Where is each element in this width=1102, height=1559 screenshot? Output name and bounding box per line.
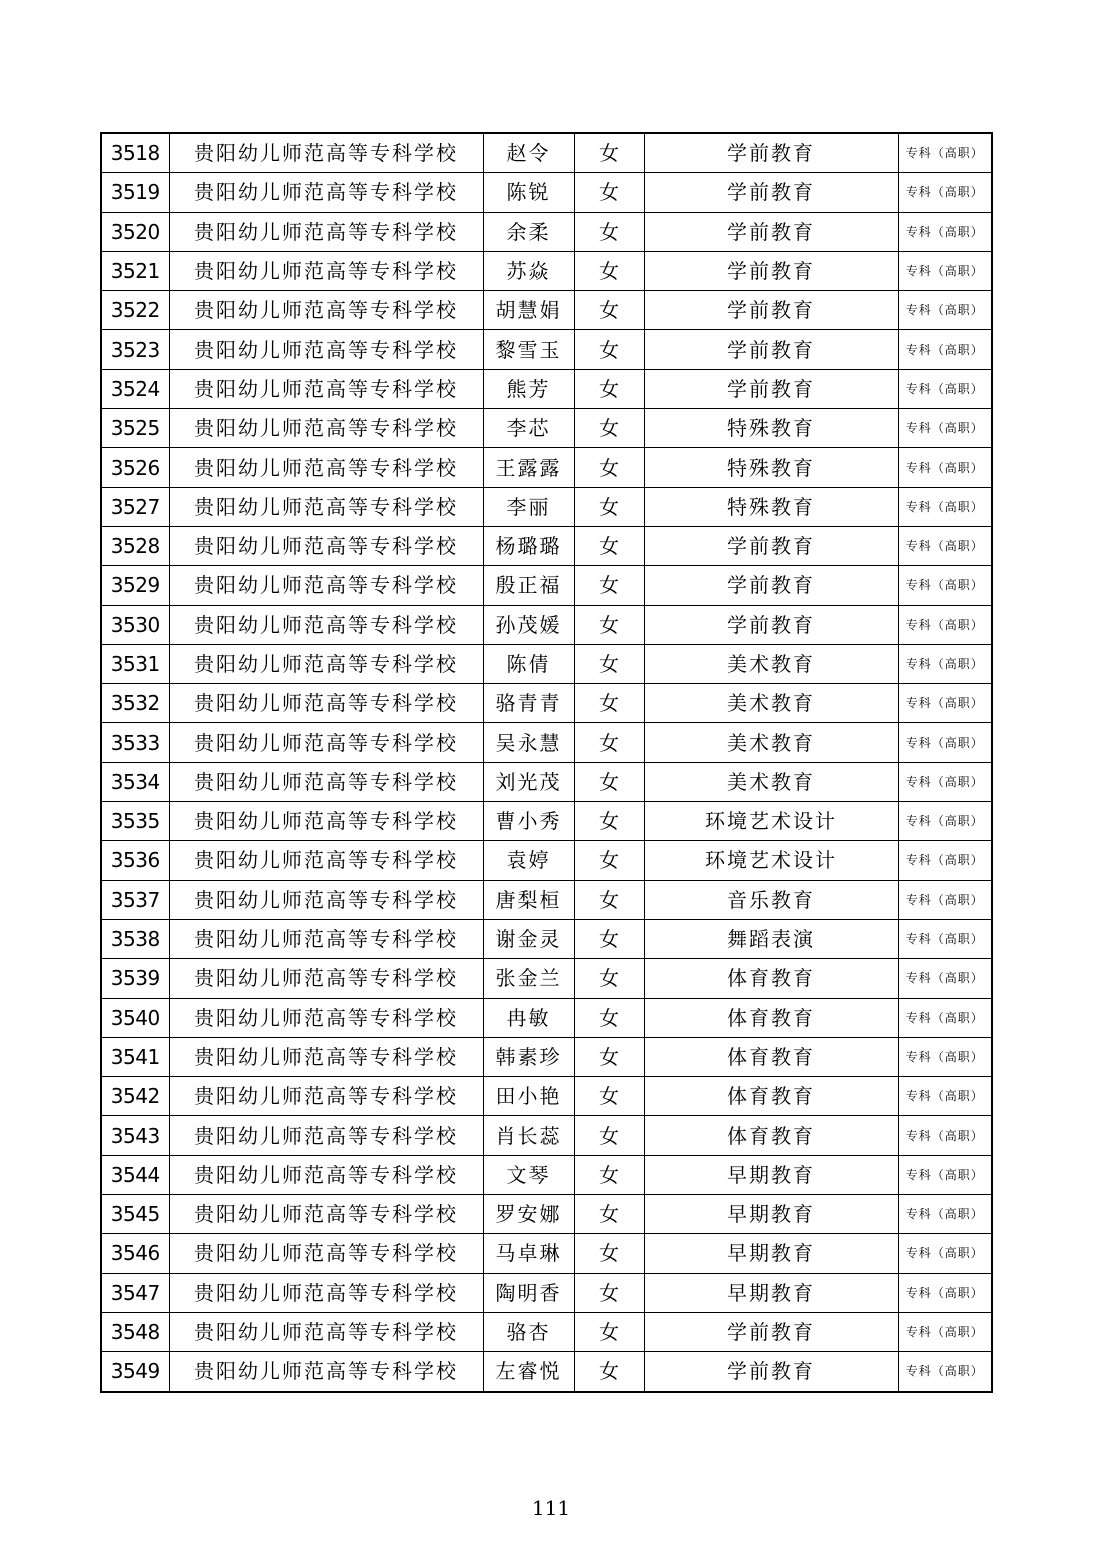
cell-number: 3534 [101, 762, 169, 801]
table-row [101, 684, 992, 723]
table-row [101, 133, 992, 173]
cell-major: 学前教育 [644, 369, 898, 408]
cell-school: 贵阳幼儿师范高等专科学校 [169, 1312, 483, 1351]
cell-name: 苏焱 [483, 251, 574, 290]
cell-name: 刘光茂 [483, 762, 574, 801]
cell-name: 王露露 [483, 448, 574, 487]
cell-school: 贵阳幼儿师范高等专科学校 [169, 1155, 483, 1194]
cell-name: 骆青青 [483, 684, 574, 723]
cell-gender: 女 [574, 762, 644, 801]
cell-name: 左睿悦 [483, 1352, 574, 1392]
cell-level: 专科（高职） [898, 880, 992, 919]
cell-major: 学前教育 [644, 1312, 898, 1351]
cell-gender: 女 [574, 409, 644, 448]
cell-name: 吴永慧 [483, 723, 574, 762]
cell-name: 马卓琳 [483, 1234, 574, 1273]
cell-name: 田小艳 [483, 1077, 574, 1116]
cell-major: 舞蹈表演 [644, 919, 898, 958]
cell-school: 贵阳幼儿师范高等专科学校 [169, 448, 483, 487]
cell-school: 贵阳幼儿师范高等专科学校 [169, 841, 483, 880]
table-row [101, 1273, 992, 1312]
table-row [101, 173, 992, 212]
cell-name: 袁婷 [483, 841, 574, 880]
cell-gender: 女 [574, 1352, 644, 1392]
cell-number: 3540 [101, 998, 169, 1037]
cell-school: 贵阳幼儿师范高等专科学校 [169, 802, 483, 841]
cell-gender: 女 [574, 1273, 644, 1312]
cell-school: 贵阳幼儿师范高等专科学校 [169, 1195, 483, 1234]
cell-school: 贵阳幼儿师范高等专科学校 [169, 1116, 483, 1155]
cell-gender: 女 [574, 487, 644, 526]
cell-gender: 女 [574, 644, 644, 683]
cell-school: 贵阳幼儿师范高等专科学校 [169, 251, 483, 290]
cell-number: 3539 [101, 959, 169, 998]
cell-major: 早期教育 [644, 1273, 898, 1312]
cell-major: 学前教育 [644, 526, 898, 565]
cell-level: 专科（高职） [898, 448, 992, 487]
cell-number: 3541 [101, 1037, 169, 1076]
cell-school: 贵阳幼儿师范高等专科学校 [169, 212, 483, 251]
table-row [101, 1234, 992, 1273]
table-row [101, 526, 992, 565]
cell-level: 专科（高职） [898, 291, 992, 330]
cell-number: 3528 [101, 526, 169, 565]
table-row [101, 1077, 992, 1116]
cell-gender: 女 [574, 998, 644, 1037]
cell-gender: 女 [574, 684, 644, 723]
cell-name: 胡慧娟 [483, 291, 574, 330]
cell-major: 特殊教育 [644, 448, 898, 487]
cell-gender: 女 [574, 133, 644, 173]
cell-major: 学前教育 [644, 133, 898, 173]
cell-major: 早期教育 [644, 1195, 898, 1234]
cell-gender: 女 [574, 173, 644, 212]
cell-number: 3525 [101, 409, 169, 448]
cell-school: 贵阳幼儿师范高等专科学校 [169, 723, 483, 762]
cell-number: 3545 [101, 1195, 169, 1234]
cell-number: 3538 [101, 919, 169, 958]
cell-name: 罗安娜 [483, 1195, 574, 1234]
cell-school: 贵阳幼儿师范高等专科学校 [169, 605, 483, 644]
cell-number: 3518 [101, 133, 169, 173]
cell-level: 专科（高职） [898, 330, 992, 369]
table-row [101, 212, 992, 251]
cell-school: 贵阳幼儿师范高等专科学校 [169, 644, 483, 683]
table-row [101, 330, 992, 369]
cell-school: 贵阳幼儿师范高等专科学校 [169, 1037, 483, 1076]
cell-level: 专科（高职） [898, 1155, 992, 1194]
table-row [101, 409, 992, 448]
cell-gender: 女 [574, 1312, 644, 1351]
cell-number: 3536 [101, 841, 169, 880]
cell-number: 3547 [101, 1273, 169, 1312]
cell-name: 肖长蕊 [483, 1116, 574, 1155]
cell-name: 陈倩 [483, 644, 574, 683]
cell-major: 环境艺术设计 [644, 802, 898, 841]
cell-gender: 女 [574, 605, 644, 644]
cell-level: 专科（高职） [898, 605, 992, 644]
table-row [101, 1155, 992, 1194]
table-row [101, 291, 992, 330]
table-row [101, 566, 992, 605]
cell-level: 专科（高职） [898, 762, 992, 801]
table-row [101, 369, 992, 408]
cell-gender: 女 [574, 1037, 644, 1076]
cell-number: 3546 [101, 1234, 169, 1273]
cell-name: 韩素珍 [483, 1037, 574, 1076]
cell-level: 专科（高职） [898, 1273, 992, 1312]
cell-name: 孙茂媛 [483, 605, 574, 644]
cell-number: 3535 [101, 802, 169, 841]
cell-major: 早期教育 [644, 1234, 898, 1273]
cell-level: 专科（高职） [898, 959, 992, 998]
cell-school: 贵阳幼儿师范高等专科学校 [169, 762, 483, 801]
cell-number: 3520 [101, 212, 169, 251]
cell-level: 专科（高职） [898, 173, 992, 212]
cell-level: 专科（高职） [898, 841, 992, 880]
cell-major: 体育教育 [644, 1037, 898, 1076]
cell-number: 3527 [101, 487, 169, 526]
cell-name: 文琴 [483, 1155, 574, 1194]
cell-major: 美术教育 [644, 723, 898, 762]
student-table [100, 132, 993, 1393]
cell-major: 特殊教育 [644, 487, 898, 526]
cell-gender: 女 [574, 959, 644, 998]
cell-number: 3522 [101, 291, 169, 330]
cell-level: 专科（高职） [898, 1077, 992, 1116]
cell-number: 3543 [101, 1116, 169, 1155]
cell-name: 张金兰 [483, 959, 574, 998]
cell-major: 美术教育 [644, 762, 898, 801]
cell-major: 特殊教育 [644, 409, 898, 448]
table-row [101, 487, 992, 526]
cell-level: 专科（高职） [898, 251, 992, 290]
cell-name: 余柔 [483, 212, 574, 251]
table-row [101, 1352, 992, 1392]
cell-major: 体育教育 [644, 1077, 898, 1116]
cell-name: 冉敏 [483, 998, 574, 1037]
cell-number: 3521 [101, 251, 169, 290]
cell-major: 美术教育 [644, 684, 898, 723]
cell-level: 专科（高职） [898, 1234, 992, 1273]
cell-major: 早期教育 [644, 1155, 898, 1194]
cell-number: 3532 [101, 684, 169, 723]
cell-gender: 女 [574, 1234, 644, 1273]
cell-school: 贵阳幼儿师范高等专科学校 [169, 1352, 483, 1392]
cell-number: 3526 [101, 448, 169, 487]
cell-major: 体育教育 [644, 998, 898, 1037]
table-row [101, 919, 992, 958]
cell-gender: 女 [574, 880, 644, 919]
cell-gender: 女 [574, 841, 644, 880]
page-number: 111 [531, 1496, 571, 1520]
cell-level: 专科（高职） [898, 919, 992, 958]
cell-level: 专科（高职） [898, 723, 992, 762]
table-body [101, 133, 992, 1392]
table-row [101, 605, 992, 644]
cell-level: 专科（高职） [898, 1195, 992, 1234]
cell-number: 3549 [101, 1352, 169, 1392]
table-row [101, 841, 992, 880]
cell-number: 3542 [101, 1077, 169, 1116]
cell-number: 3524 [101, 369, 169, 408]
cell-major: 音乐教育 [644, 880, 898, 919]
cell-level: 专科（高职） [898, 684, 992, 723]
cell-gender: 女 [574, 448, 644, 487]
table-row [101, 880, 992, 919]
cell-name: 唐梨桓 [483, 880, 574, 919]
cell-major: 体育教育 [644, 959, 898, 998]
cell-level: 专科（高职） [898, 998, 992, 1037]
cell-school: 贵阳幼儿师范高等专科学校 [169, 369, 483, 408]
cell-school: 贵阳幼儿师范高等专科学校 [169, 1077, 483, 1116]
table-row [101, 1116, 992, 1155]
cell-major: 美术教育 [644, 644, 898, 683]
cell-gender: 女 [574, 330, 644, 369]
cell-school: 贵阳幼儿师范高等专科学校 [169, 684, 483, 723]
cell-gender: 女 [574, 251, 644, 290]
cell-level: 专科（高职） [898, 644, 992, 683]
cell-school: 贵阳幼儿师范高等专科学校 [169, 919, 483, 958]
cell-school: 贵阳幼儿师范高等专科学校 [169, 291, 483, 330]
cell-gender: 女 [574, 566, 644, 605]
cell-level: 专科（高职） [898, 526, 992, 565]
cell-name: 赵令 [483, 133, 574, 173]
cell-major: 学前教育 [644, 330, 898, 369]
cell-level: 专科（高职） [898, 1312, 992, 1351]
cell-major: 学前教育 [644, 173, 898, 212]
cell-name: 李芯 [483, 409, 574, 448]
cell-gender: 女 [574, 1155, 644, 1194]
cell-level: 专科（高职） [898, 369, 992, 408]
cell-name: 熊芳 [483, 369, 574, 408]
cell-school: 贵阳幼儿师范高等专科学校 [169, 880, 483, 919]
cell-school: 贵阳幼儿师范高等专科学校 [169, 526, 483, 565]
cell-gender: 女 [574, 526, 644, 565]
table-row [101, 251, 992, 290]
table-row [101, 448, 992, 487]
cell-name: 谢金灵 [483, 919, 574, 958]
table-row [101, 762, 992, 801]
cell-school: 贵阳幼儿师范高等专科学校 [169, 409, 483, 448]
cell-major: 学前教育 [644, 605, 898, 644]
table-row [101, 1312, 992, 1351]
cell-number: 3523 [101, 330, 169, 369]
cell-major: 学前教育 [644, 212, 898, 251]
cell-level: 专科（高职） [898, 133, 992, 173]
cell-level: 专科（高职） [898, 487, 992, 526]
cell-school: 贵阳幼儿师范高等专科学校 [169, 133, 483, 173]
cell-name: 骆杏 [483, 1312, 574, 1351]
cell-number: 3537 [101, 880, 169, 919]
cell-name: 李丽 [483, 487, 574, 526]
cell-gender: 女 [574, 212, 644, 251]
cell-gender: 女 [574, 1077, 644, 1116]
cell-school: 贵阳幼儿师范高等专科学校 [169, 1273, 483, 1312]
cell-major: 体育教育 [644, 1116, 898, 1155]
cell-gender: 女 [574, 802, 644, 841]
cell-school: 贵阳幼儿师范高等专科学校 [169, 1234, 483, 1273]
cell-name: 曹小秀 [483, 802, 574, 841]
cell-major: 学前教育 [644, 566, 898, 605]
cell-number: 3519 [101, 173, 169, 212]
cell-level: 专科（高职） [898, 1116, 992, 1155]
cell-school: 贵阳幼儿师范高等专科学校 [169, 959, 483, 998]
cell-level: 专科（高职） [898, 1037, 992, 1076]
cell-major: 学前教育 [644, 291, 898, 330]
cell-number: 3529 [101, 566, 169, 605]
cell-school: 贵阳幼儿师范高等专科学校 [169, 487, 483, 526]
cell-name: 陶明香 [483, 1273, 574, 1312]
cell-name: 陈锐 [483, 173, 574, 212]
cell-major: 学前教育 [644, 251, 898, 290]
cell-level: 专科（高职） [898, 566, 992, 605]
table-row [101, 723, 992, 762]
cell-name: 黎雪玉 [483, 330, 574, 369]
table-row [101, 1037, 992, 1076]
cell-gender: 女 [574, 369, 644, 408]
cell-gender: 女 [574, 723, 644, 762]
table-row [101, 802, 992, 841]
cell-major: 学前教育 [644, 1352, 898, 1392]
table-row [101, 959, 992, 998]
cell-level: 专科（高职） [898, 212, 992, 251]
cell-school: 贵阳幼儿师范高等专科学校 [169, 566, 483, 605]
cell-school: 贵阳幼儿师范高等专科学校 [169, 998, 483, 1037]
table-row [101, 644, 992, 683]
cell-gender: 女 [574, 919, 644, 958]
cell-gender: 女 [574, 1116, 644, 1155]
cell-gender: 女 [574, 1195, 644, 1234]
cell-number: 3533 [101, 723, 169, 762]
cell-number: 3530 [101, 605, 169, 644]
table-row [101, 1195, 992, 1234]
cell-gender: 女 [574, 291, 644, 330]
cell-number: 3531 [101, 644, 169, 683]
cell-school: 贵阳幼儿师范高等专科学校 [169, 173, 483, 212]
cell-level: 专科（高职） [898, 409, 992, 448]
cell-level: 专科（高职） [898, 802, 992, 841]
cell-name: 殷正福 [483, 566, 574, 605]
cell-number: 3544 [101, 1155, 169, 1194]
cell-school: 贵阳幼儿师范高等专科学校 [169, 330, 483, 369]
table-row [101, 998, 992, 1037]
cell-major: 环境艺术设计 [644, 841, 898, 880]
cell-name: 杨璐璐 [483, 526, 574, 565]
cell-number: 3548 [101, 1312, 169, 1351]
cell-level: 专科（高职） [898, 1352, 992, 1392]
